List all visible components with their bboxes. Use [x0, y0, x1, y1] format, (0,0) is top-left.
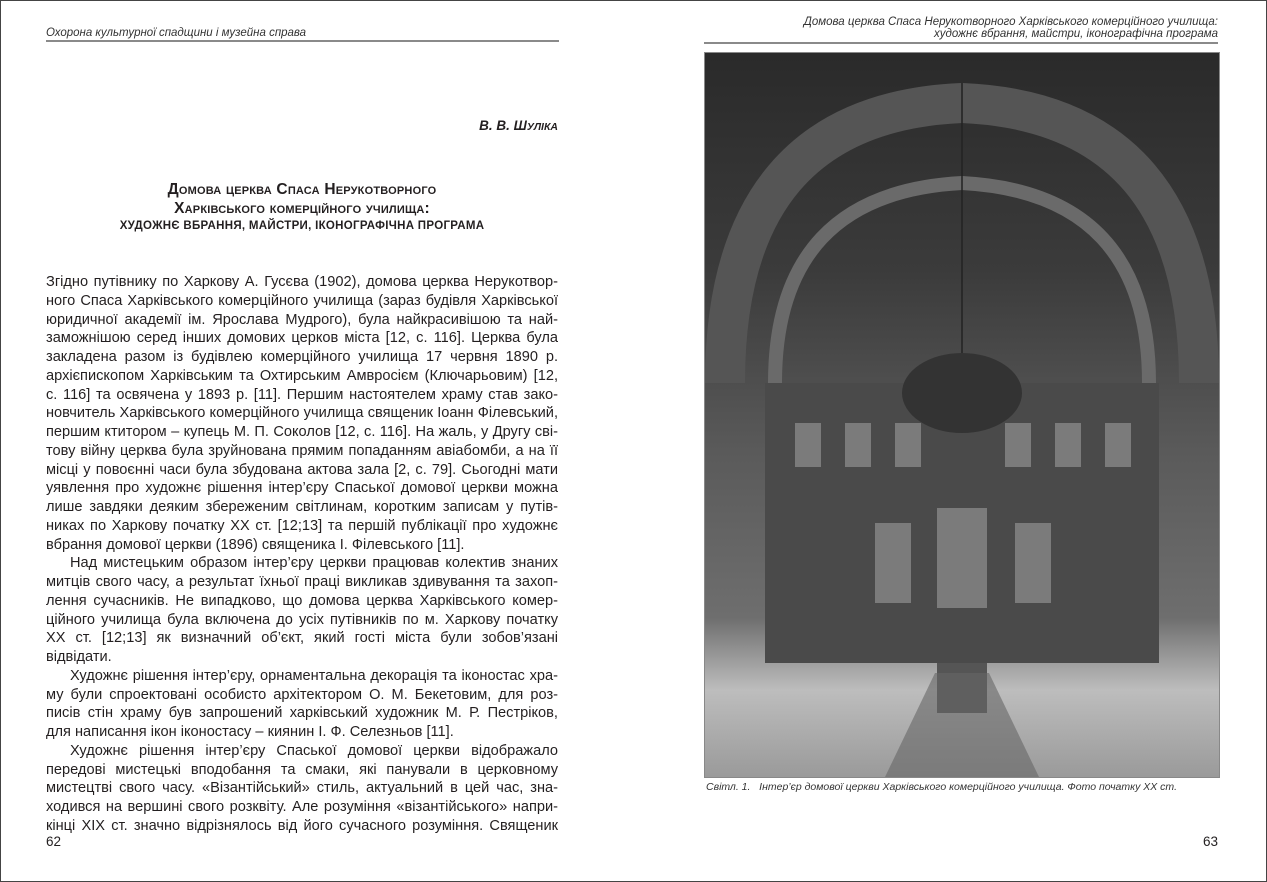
body-text-line: му були спроектовані особисто архітектором О. М. Бекетовим, для роз-: [46, 686, 558, 703]
body-text-line: уявлення про художнє рішення інтер’єру Спаської домової церкви можна: [46, 480, 558, 497]
body-text-line: Згідно путівнику по Харкову А. Гусєва (1902), домова церква Нерукотвор-: [46, 274, 558, 290]
body-text-line: першим ктитором – купець М. П. Соколов [12, с. 116]. На жаль, у Другу сві-: [46, 424, 558, 440]
header-rule-right: [704, 42, 1218, 44]
body-text-line: відвідати.: [46, 649, 112, 665]
body-text-line: писів стін храму був запрошений харківський художник М. Р. Пестріков,: [46, 705, 558, 722]
chandelier: [902, 353, 1022, 433]
author-surname-rest: УЛІКА: [526, 121, 558, 133]
page-number-right: 63: [1202, 834, 1218, 849]
body-text-line: ХХ ст. [12;13] як визначний об’єкт, який гості міста були зобов’язані: [46, 630, 558, 647]
body-text-line: кінці ХІХ ст. значно відрізнялось від його сучасного розуміння. Священик: [46, 817, 558, 834]
body-text-line: лення сучасників. Не випадково, що домова церква Харківського комер-: [46, 592, 558, 609]
running-head-right: [804, 16, 1218, 40]
body-text-line: архієпископом Харківським та Охтирським Амвросієм (Ключарьовим) [12,: [46, 367, 558, 384]
running-head-right-line-2: художнє вбрання, майстри, іконографічна програма: [934, 28, 1218, 40]
body-text-line: Художнє рішення інтер’єру, орнаментальна декорація та іконостас хра-: [70, 667, 558, 684]
title-line-2: Харківського комерційного училища:: [174, 200, 430, 217]
body-text-line: мистецтві свого часу. «Візантійський» стиль, актуальний в цей час, зна-: [46, 780, 558, 797]
page-number-left: 62: [46, 834, 62, 849]
header-rule-left: [46, 40, 559, 42]
running-head-right-line-1: Домова церква Спаса Нерукотворного Харківського комерційного училища:: [803, 16, 1218, 28]
photo-illustration: [705, 53, 1219, 777]
body-text-line: вбрання домової церкви (1896) священика І. Філевського [11].: [46, 536, 465, 553]
author-initials: В. В. Ш: [479, 118, 527, 133]
author: [479, 118, 558, 133]
body-text-line: новчитель Харківського комерційного училища священик Іоанн Філевський,: [46, 405, 558, 422]
body-text-line: тову війну церква була зруйнована прямим попаданням авіабомби, а на її: [46, 442, 558, 459]
body-text-line: юридичної академії ім. Ярослава Мудрого), була найкрасивішою та най-: [46, 311, 558, 328]
title-line-1: Домова церква Спаса Нерукотворного: [167, 181, 437, 198]
article-body: [46, 273, 558, 836]
body-text-line: Над мистецьким образом інтер’єру церкви працював колектив знаних: [70, 555, 558, 572]
body-text-line: для написання ікон іконостасу – киянин І. Ф. Селезньов [11].: [46, 724, 454, 740]
photo-caption: Світл. 1. Інтер’єр домової церкви Харківського комерційного училища. Фото початку ХХ ст.: [706, 781, 1177, 793]
article-title: [46, 180, 558, 235]
body-text-line: заможнішою серед інших домових церков міста [12, с. 116]. Церква була: [46, 330, 558, 347]
body-text-line: ційного училища була включена до усіх путівників по м. Харкову початку: [46, 611, 558, 628]
body-text-line: ходився на вершині свого розквіту. Але розуміння «візантійського» напри-: [46, 799, 558, 815]
body-text-line: Художнє рішення інтер’єру Спаської домової церкви відображало: [70, 742, 558, 759]
body-text-line: місці у повоєнні часи була збудована актова зала [2, с. 79]. Сьогодні мати: [46, 461, 558, 478]
body-text-line: с. 116] та освячена у 1893 р. [11]. Першим настоятелем храму став зако-: [46, 386, 558, 403]
carpet: [885, 673, 1039, 777]
body-text-line: ного Спаса Харківського комерційного училища (зараз будівля Харківської: [46, 292, 558, 309]
running-head-left: Охорона культурної спадщини і музейна справа: [46, 27, 307, 39]
body-text-line: никах по Харкову початку ХХ ст. [12;13] та першій публікації про художнє: [46, 517, 558, 534]
body-text-line: митців свого часу, а результат їхньої праці викликав здивування та захоп-: [46, 574, 558, 590]
body-text-line: закладена разом із будівлею комерційного училища 17 червня 1890 р.: [46, 349, 558, 365]
church-interior-photo: [704, 52, 1220, 778]
body-text-line: лише завдяки деяким збереженим світлинам, коротким записам у путів-: [46, 499, 558, 515]
title-line-3: ХУДОЖНЄ ВБРАННЯ, МАЙСТРИ, ІКОНОГРАФІЧНА ПРОГРАМА: [119, 220, 485, 232]
body-text-line: передові мистецькі вподобання та смаки, які панували в церковному: [46, 761, 558, 778]
